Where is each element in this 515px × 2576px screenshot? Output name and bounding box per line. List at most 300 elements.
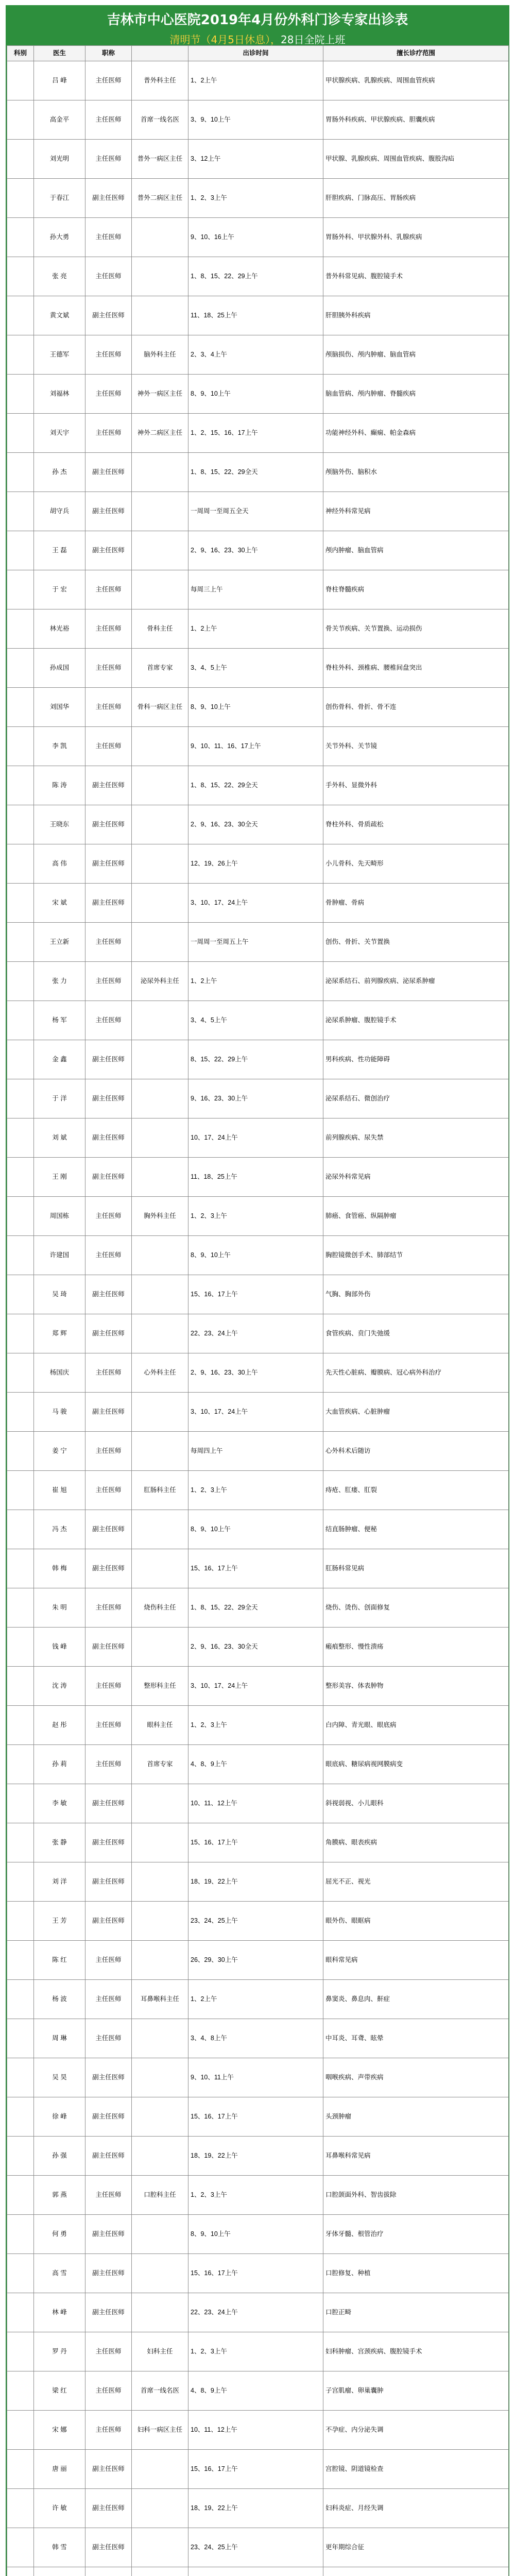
doctor-name: 张 力 xyxy=(34,962,85,1001)
doctor-role xyxy=(132,805,188,844)
doctor-title: 副主任医师 xyxy=(85,1040,132,1079)
doctor-role xyxy=(132,1040,188,1079)
table-row xyxy=(7,1745,509,1784)
doctor-role xyxy=(132,453,188,492)
clinic-time: 2、3、4上午 xyxy=(188,335,323,375)
doctor-title: 主任医师 xyxy=(85,100,132,140)
specialty: 脊柱脊髓疾病 xyxy=(323,570,509,609)
table-row xyxy=(7,1588,509,1628)
specialty: 角膜病、眼表疾病 xyxy=(323,1823,509,1862)
table-row xyxy=(7,1706,509,1745)
specialty: 痔疮、肛瘘、肛裂 xyxy=(323,1471,509,1510)
dept-cell xyxy=(7,531,34,570)
doctor-name: 孙大勇 xyxy=(34,218,85,257)
doctor-role: 妇科一病区主任 xyxy=(132,2411,188,2450)
clinic-time: 22、23、24上午 xyxy=(188,2293,323,2332)
doctor-title: 副主任医师 xyxy=(85,1902,132,1941)
doctor-name: 金 鑫 xyxy=(34,1040,85,1079)
clinic-time: 1、8、15、22、29全天 xyxy=(188,766,323,805)
doctor-title: 主任医师 xyxy=(85,923,132,962)
doctor-name: 朱 明 xyxy=(34,1588,85,1628)
dept-cell xyxy=(7,2567,34,2576)
table-row xyxy=(7,1862,509,1902)
table-row xyxy=(7,257,509,296)
dept-cell xyxy=(7,1667,34,1706)
specialty: 手外科、显微外科 xyxy=(323,766,509,805)
table-row xyxy=(7,375,509,414)
doctor-name: 许 敏 xyxy=(34,2489,85,2528)
doctor-title: 副主任医师 xyxy=(85,766,132,805)
specialty: 男科疾病、性功能障碍 xyxy=(323,1040,509,1079)
table-row xyxy=(7,1941,509,1980)
doctor-name: 郑 辉 xyxy=(34,1314,85,1353)
doctor-name: 李 敏 xyxy=(34,1784,85,1823)
table-row xyxy=(7,1393,509,1432)
clinic-time: 15、16、17上午 xyxy=(188,2450,323,2489)
doctor-role xyxy=(132,1158,188,1197)
doctor-role: 泌尿外科主任 xyxy=(132,962,188,1001)
table-row xyxy=(7,2450,509,2489)
doctor-role xyxy=(132,2450,188,2489)
clinic-time: 11、18、25上午 xyxy=(188,296,323,335)
dept-cell xyxy=(7,570,34,609)
dept-cell xyxy=(7,2254,34,2293)
dept-cell xyxy=(7,335,34,375)
clinic-time: 3、4、5上午 xyxy=(188,1001,323,1040)
specialty: 脊柱外科、颈椎病、腰椎间盘突出 xyxy=(323,649,509,688)
clinic-time: 1、2、3上午 xyxy=(188,1471,323,1510)
clinic-time: 10、11、12上午 xyxy=(188,1784,323,1823)
doctor-name: 孙 杰 xyxy=(34,453,85,492)
doctor-title: 副主任医师 xyxy=(85,1393,132,1432)
doctor-title: 主任医师 xyxy=(85,570,132,609)
specialty: 胃肠外科疾病、甲状腺疾病、胆囊疾病 xyxy=(323,100,509,140)
doctor-name xyxy=(34,2567,85,2576)
specialty: 胸腔镜微创手术、肺部结节 xyxy=(323,1236,509,1275)
table-row xyxy=(7,1001,509,1040)
clinic-time: 2、9、16、23、30全天 xyxy=(188,1628,323,1667)
dept-cell xyxy=(7,2176,34,2215)
specialty: 头颈肿瘤 xyxy=(323,2097,509,2137)
dept-cell xyxy=(7,1980,34,2019)
clinic-time: 1、2、15、16、17上午 xyxy=(188,414,323,453)
clinic-time: 9、10、11、16、17上午 xyxy=(188,727,323,766)
specialty: 泌尿外科常见病 xyxy=(323,1158,509,1197)
table-row xyxy=(7,1353,509,1393)
dept-cell xyxy=(7,1393,34,1432)
specialty: 烧伤、烫伤、创面修复 xyxy=(323,1588,509,1628)
doctor-name: 王立新 xyxy=(34,923,85,962)
doctor-title: 主任医师 xyxy=(85,1001,132,1040)
dept-cell xyxy=(7,962,34,1001)
doctor-role: 眼科主任 xyxy=(132,1706,188,1745)
clinic-time: 18、19、22上午 xyxy=(188,2489,323,2528)
doctor-role xyxy=(132,257,188,296)
doctor-title: 副主任医师 xyxy=(85,1158,132,1197)
doctor-role xyxy=(132,1432,188,1471)
dept-cell xyxy=(7,1549,34,1588)
table-row xyxy=(7,414,509,453)
specialty: 妇科肿瘤、宫颈疾病、腹腔镜手术 xyxy=(323,2332,509,2371)
doctor-name: 刘 洋 xyxy=(34,1862,85,1902)
specialty: 关节外科、关节镜 xyxy=(323,727,509,766)
specialty: 颅内肿瘤、脑血管病 xyxy=(323,531,509,570)
header-banner xyxy=(7,6,508,45)
doctor-name: 胡守兵 xyxy=(34,492,85,531)
schedule-table xyxy=(7,45,509,2576)
clinic-time: 26、29、30上午 xyxy=(188,1941,323,1980)
doctor-role xyxy=(132,296,188,335)
table-row xyxy=(7,1902,509,1941)
dept-cell xyxy=(7,1862,34,1902)
table-row xyxy=(7,2019,509,2058)
specialty: 肺癌、食管癌、纵隔肿瘤 xyxy=(323,1197,509,1236)
table-row xyxy=(7,1471,509,1510)
specialty: 泌尿系结石、前列腺疾病、泌尿系肿瘤 xyxy=(323,962,509,1001)
dept-cell xyxy=(7,609,34,649)
table-row xyxy=(7,1236,509,1275)
doctor-title: 主任医师 xyxy=(85,1667,132,1706)
doctor-title: 主任医师 xyxy=(85,375,132,414)
dept-cell xyxy=(7,2097,34,2137)
dept-cell xyxy=(7,1628,34,1667)
doctor-role: 肛肠科主任 xyxy=(132,1471,188,1510)
col-header-title: 职称 xyxy=(85,46,132,61)
doctor-name: 高 伟 xyxy=(34,844,85,884)
dept-cell xyxy=(7,1432,34,1471)
clinic-time: 1、2、3上午 xyxy=(188,179,323,218)
dept-cell xyxy=(7,140,34,179)
doctor-role xyxy=(132,531,188,570)
specialty: 颅脑损伤、颅内肿瘤、脑血管病 xyxy=(323,335,509,375)
doctor-name: 姜 宁 xyxy=(34,1432,85,1471)
specialty: 心外科术后随访 xyxy=(323,1432,509,1471)
specialty: 口腔颌面外科、智齿拔除 xyxy=(323,2176,509,2215)
doctor-name: 杨 波 xyxy=(34,1980,85,2019)
clinic-time: 3、4、8上午 xyxy=(188,2019,323,2058)
doctor-title: 副主任医师 xyxy=(85,1784,132,1823)
dept-cell xyxy=(7,1941,34,1980)
doctor-title: 副主任医师 xyxy=(85,453,132,492)
table-row xyxy=(7,2058,509,2097)
specialty: 不孕症、内分泌失调 xyxy=(323,2411,509,2450)
specialty: 食管疾病、贲门失弛缓 xyxy=(323,1314,509,1353)
doctor-title: 主任医师 xyxy=(85,2371,132,2411)
clinic-time: 15、16、17上午 xyxy=(188,1275,323,1314)
doctor-title: 副主任医师 xyxy=(85,1118,132,1158)
clinic-time: 11、18、25上午 xyxy=(188,1158,323,1197)
specialty: 骨关节疾病、关节置换、运动损伤 xyxy=(323,609,509,649)
specialty: 白内障、青光眼、眼底病 xyxy=(323,1706,509,1745)
doctor-name: 何 勇 xyxy=(34,2215,85,2254)
doctor-role xyxy=(132,844,188,884)
dept-cell xyxy=(7,1079,34,1118)
doctor-title: 副主任医师 xyxy=(85,844,132,884)
table-row xyxy=(7,335,509,375)
doctor-name: 崔 旭 xyxy=(34,1471,85,1510)
col-header-dept: 科别 xyxy=(7,46,34,61)
table-row xyxy=(7,2489,509,2528)
table-row xyxy=(7,727,509,766)
table-row xyxy=(7,492,509,531)
dept-cell xyxy=(7,1510,34,1549)
doctor-title: 主任医师 xyxy=(85,414,132,453)
doctor-title: 主任医师 xyxy=(85,1236,132,1275)
clinic-time: 9、16、23、30上午 xyxy=(188,1079,323,1118)
clinic-time: 1、8、15、22、29全天 xyxy=(188,1588,323,1628)
doctor-name: 高金平 xyxy=(34,100,85,140)
doctor-title: 主任医师 xyxy=(85,1588,132,1628)
doctor-role: 胸外科主任 xyxy=(132,1197,188,1236)
specialty: 口腔正畸 xyxy=(323,2293,509,2332)
doctor-title: 副主任医师 xyxy=(85,2137,132,2176)
dept-cell xyxy=(7,2215,34,2254)
dept-cell xyxy=(7,805,34,844)
doctor-role xyxy=(132,2567,188,2576)
clinic-time: 9、10、16上午 xyxy=(188,218,323,257)
doctor-role xyxy=(132,766,188,805)
doctor-name: 韩 梅 xyxy=(34,1549,85,1588)
clinic-time: 15、16、17上午 xyxy=(188,2097,323,2137)
specialty: 屈光不正、视光 xyxy=(323,1862,509,1902)
doctor-name: 陈 涛 xyxy=(34,766,85,805)
doctor-title: 主任医师 xyxy=(85,1471,132,1510)
table-row xyxy=(7,649,509,688)
clinic-time: 18、19、22上午 xyxy=(188,1862,323,1902)
doctor-name: 陈 红 xyxy=(34,1941,85,1980)
dept-cell xyxy=(7,1275,34,1314)
dept-cell xyxy=(7,2411,34,2450)
doctor-role: 普外二病区主任 xyxy=(132,179,188,218)
dept-cell xyxy=(7,61,34,100)
doctor-role xyxy=(132,1236,188,1275)
specialty: 眼科常见病 xyxy=(323,1941,509,1980)
specialty: 大血管疾病、心脏肿瘤 xyxy=(323,1393,509,1432)
dept-cell xyxy=(7,2293,34,2332)
table-row xyxy=(7,844,509,884)
table-row xyxy=(7,1158,509,1197)
doctor-title: 副主任医师 xyxy=(85,1314,132,1353)
doctor-role: 普外一病区主任 xyxy=(132,140,188,179)
doctor-role: 首席一线名医 xyxy=(132,100,188,140)
specialty: 功能神经外科、癫痫、帕金森病 xyxy=(323,414,509,453)
doctor-name: 刘天宇 xyxy=(34,414,85,453)
dept-cell xyxy=(7,2371,34,2411)
clinic-time: 22、23、24上午 xyxy=(188,1314,323,1353)
doctor-role xyxy=(132,1784,188,1823)
dept-cell xyxy=(7,2332,34,2371)
table-row xyxy=(7,2293,509,2332)
specialty: 普外科常见病、腹腔镜手术 xyxy=(323,257,509,296)
doctor-title: 副主任医师 xyxy=(85,1862,132,1902)
doctor-title: 副主任医师 xyxy=(85,2528,132,2567)
doctor-name: 张 静 xyxy=(34,1823,85,1862)
specialty: 鼻窦炎、鼻息肉、鼾症 xyxy=(323,1980,509,2019)
doctor-role xyxy=(132,1314,188,1353)
specialty xyxy=(323,2567,509,2576)
table-row xyxy=(7,1079,509,1118)
doctor-title: 主任医师 xyxy=(85,609,132,649)
table-row xyxy=(7,609,509,649)
clinic-time: 8、15、22、29上午 xyxy=(188,1040,323,1079)
table-row xyxy=(7,2176,509,2215)
holiday-notice xyxy=(7,28,508,46)
doctor-title: 副主任医师 xyxy=(85,1628,132,1667)
specialty: 脊柱外科、骨质疏松 xyxy=(323,805,509,844)
clinic-time: 3、9、10上午 xyxy=(188,100,323,140)
doctor-role xyxy=(132,1510,188,1549)
doctor-name: 于春江 xyxy=(34,179,85,218)
holiday-notice-prefix: 清明节（4月5日休息）， xyxy=(169,33,281,46)
dept-cell xyxy=(7,2528,34,2567)
specialty: 眼底病、糖尿病视网膜病变 xyxy=(323,1745,509,1784)
doctor-title: 主任医师 xyxy=(85,1941,132,1980)
doctor-title: 副主任医师 xyxy=(85,2450,132,2489)
dept-cell xyxy=(7,2450,34,2489)
dept-cell xyxy=(7,2019,34,2058)
clinic-time: 一周周一至周五上午 xyxy=(188,923,323,962)
specialty: 中耳炎、耳聋、眩晕 xyxy=(323,2019,509,2058)
doctor-name: 宋 斌 xyxy=(34,884,85,923)
doctor-name: 刘 斌 xyxy=(34,1118,85,1158)
doctor-role: 首席一线名医 xyxy=(132,2371,188,2411)
specialty: 颅脑外伤、脑积水 xyxy=(323,453,509,492)
table-row xyxy=(7,884,509,923)
doctor-name: 孙成国 xyxy=(34,649,85,688)
doctor-role: 妇科主任 xyxy=(132,2332,188,2371)
doctor-name: 梁 红 xyxy=(34,2371,85,2411)
doctor-title: 副主任医师 xyxy=(85,492,132,531)
doctor-name: 黄文斌 xyxy=(34,296,85,335)
dept-cell xyxy=(7,1588,34,1628)
clinic-time: 8、9、10上午 xyxy=(188,1236,323,1275)
doctor-name: 杨国庆 xyxy=(34,1353,85,1393)
schedule-body xyxy=(7,61,509,2576)
clinic-time: 4、8、9上午 xyxy=(188,2371,323,2411)
specialty: 脑血管病、颅内肿瘤、脊髓疾病 xyxy=(323,375,509,414)
clinic-time: 2、9、16、23、30全天 xyxy=(188,805,323,844)
clinic-time: 3、4、5上午 xyxy=(188,649,323,688)
doctor-role xyxy=(132,1862,188,1902)
doctor-name: 唐 丽 xyxy=(34,2450,85,2489)
clinic-time: 1、8、15、22、29全天 xyxy=(188,453,323,492)
doctor-name: 杨 军 xyxy=(34,1001,85,1040)
doctor-role xyxy=(132,2058,188,2097)
table-row xyxy=(7,570,509,609)
clinic-time: 1、2上午 xyxy=(188,609,323,649)
doctor-title: 副主任医师 xyxy=(85,296,132,335)
clinic-time: 8、9、10上午 xyxy=(188,688,323,727)
doctor-name: 赵 彤 xyxy=(34,1706,85,1745)
table-row xyxy=(7,1784,509,1823)
schedule-sheet xyxy=(6,5,509,2576)
doctor-title: 主任医师 xyxy=(85,1706,132,1745)
clinic-time: 每周三上午 xyxy=(188,570,323,609)
dept-cell xyxy=(7,1158,34,1197)
specialty: 先天性心脏病、瓣膜病、冠心病外科治疗 xyxy=(323,1353,509,1393)
doctor-name: 张 亮 xyxy=(34,257,85,296)
dept-cell xyxy=(7,1471,34,1510)
table-row xyxy=(7,805,509,844)
table-row xyxy=(7,1549,509,1588)
doctor-name: 刘光明 xyxy=(34,140,85,179)
clinic-time: 3、12上午 xyxy=(188,140,323,179)
table-row xyxy=(7,1667,509,1706)
doctor-role xyxy=(132,2528,188,2567)
doctor-name: 孙 强 xyxy=(34,2137,85,2176)
doctor-role: 骨科一病区主任 xyxy=(132,688,188,727)
doctor-title: 副主任医师 xyxy=(85,2058,132,2097)
table-row xyxy=(7,179,509,218)
doctor-title: 主任医师 xyxy=(85,649,132,688)
clinic-time xyxy=(188,2567,323,2576)
doctor-role xyxy=(132,1549,188,1588)
doctor-title: 主任医师 xyxy=(85,2019,132,2058)
clinic-time: 一周周一至周五全天 xyxy=(188,492,323,531)
doctor-name: 林光裕 xyxy=(34,609,85,649)
doctor-title: 主任医师 xyxy=(85,1432,132,1471)
table-row xyxy=(7,1980,509,2019)
doctor-role: 骨科主任 xyxy=(132,609,188,649)
doctor-title: 主任医师 xyxy=(85,218,132,257)
clinic-time: 2、9、16、23、30上午 xyxy=(188,531,323,570)
dept-cell xyxy=(7,727,34,766)
doctor-name: 韩 雪 xyxy=(34,2528,85,2567)
dept-cell xyxy=(7,2058,34,2097)
specialty: 甲状腺疾病、乳腺疾病、周围血管疾病 xyxy=(323,61,509,100)
specialty: 骨肿瘤、骨病 xyxy=(323,884,509,923)
clinic-time: 10、17、24上午 xyxy=(188,1118,323,1158)
table-row xyxy=(7,218,509,257)
table-row xyxy=(7,2411,509,2450)
doctor-name: 徐 峰 xyxy=(34,2097,85,2137)
table-row xyxy=(7,2371,509,2411)
table-row xyxy=(7,766,509,805)
table-row xyxy=(7,2528,509,2567)
page-title: 吉林市中心医院2019年4月份外科门诊专家出诊表 xyxy=(107,12,408,28)
dept-cell xyxy=(7,649,34,688)
doctor-name: 马 骏 xyxy=(34,1393,85,1432)
table-row xyxy=(7,1823,509,1862)
doctor-title: 副主任医师 xyxy=(85,1275,132,1314)
clinic-time: 1、2、3上午 xyxy=(188,1706,323,1745)
specialty: 眼外伤、眼眶病 xyxy=(323,1902,509,1941)
table-row xyxy=(7,1314,509,1353)
doctor-role xyxy=(132,2215,188,2254)
dept-cell xyxy=(7,1197,34,1236)
doctor-title: 副主任医师 xyxy=(85,1823,132,1862)
clinic-time: 3、10、17、24上午 xyxy=(188,1667,323,1706)
doctor-role xyxy=(132,2254,188,2293)
doctor-name: 周 琳 xyxy=(34,2019,85,2058)
dept-cell xyxy=(7,100,34,140)
clinic-time: 18、19、22上午 xyxy=(188,2137,323,2176)
doctor-role xyxy=(132,1001,188,1040)
table-row xyxy=(7,2332,509,2371)
dept-cell xyxy=(7,375,34,414)
clinic-time: 4、8、9上午 xyxy=(188,1745,323,1784)
specialty: 斜视弱视、小儿眼科 xyxy=(323,1784,509,1823)
doctor-role: 普外科主任 xyxy=(132,61,188,100)
doctor-role: 首席专家 xyxy=(132,649,188,688)
doctor-name: 于 洋 xyxy=(34,1079,85,1118)
doctor-name: 钱 峰 xyxy=(34,1628,85,1667)
clinic-time: 23、24、25上午 xyxy=(188,2528,323,2567)
doctor-name: 刘福林 xyxy=(34,375,85,414)
doctor-role xyxy=(132,1902,188,1941)
dept-cell xyxy=(7,844,34,884)
doctor-role xyxy=(132,2489,188,2528)
